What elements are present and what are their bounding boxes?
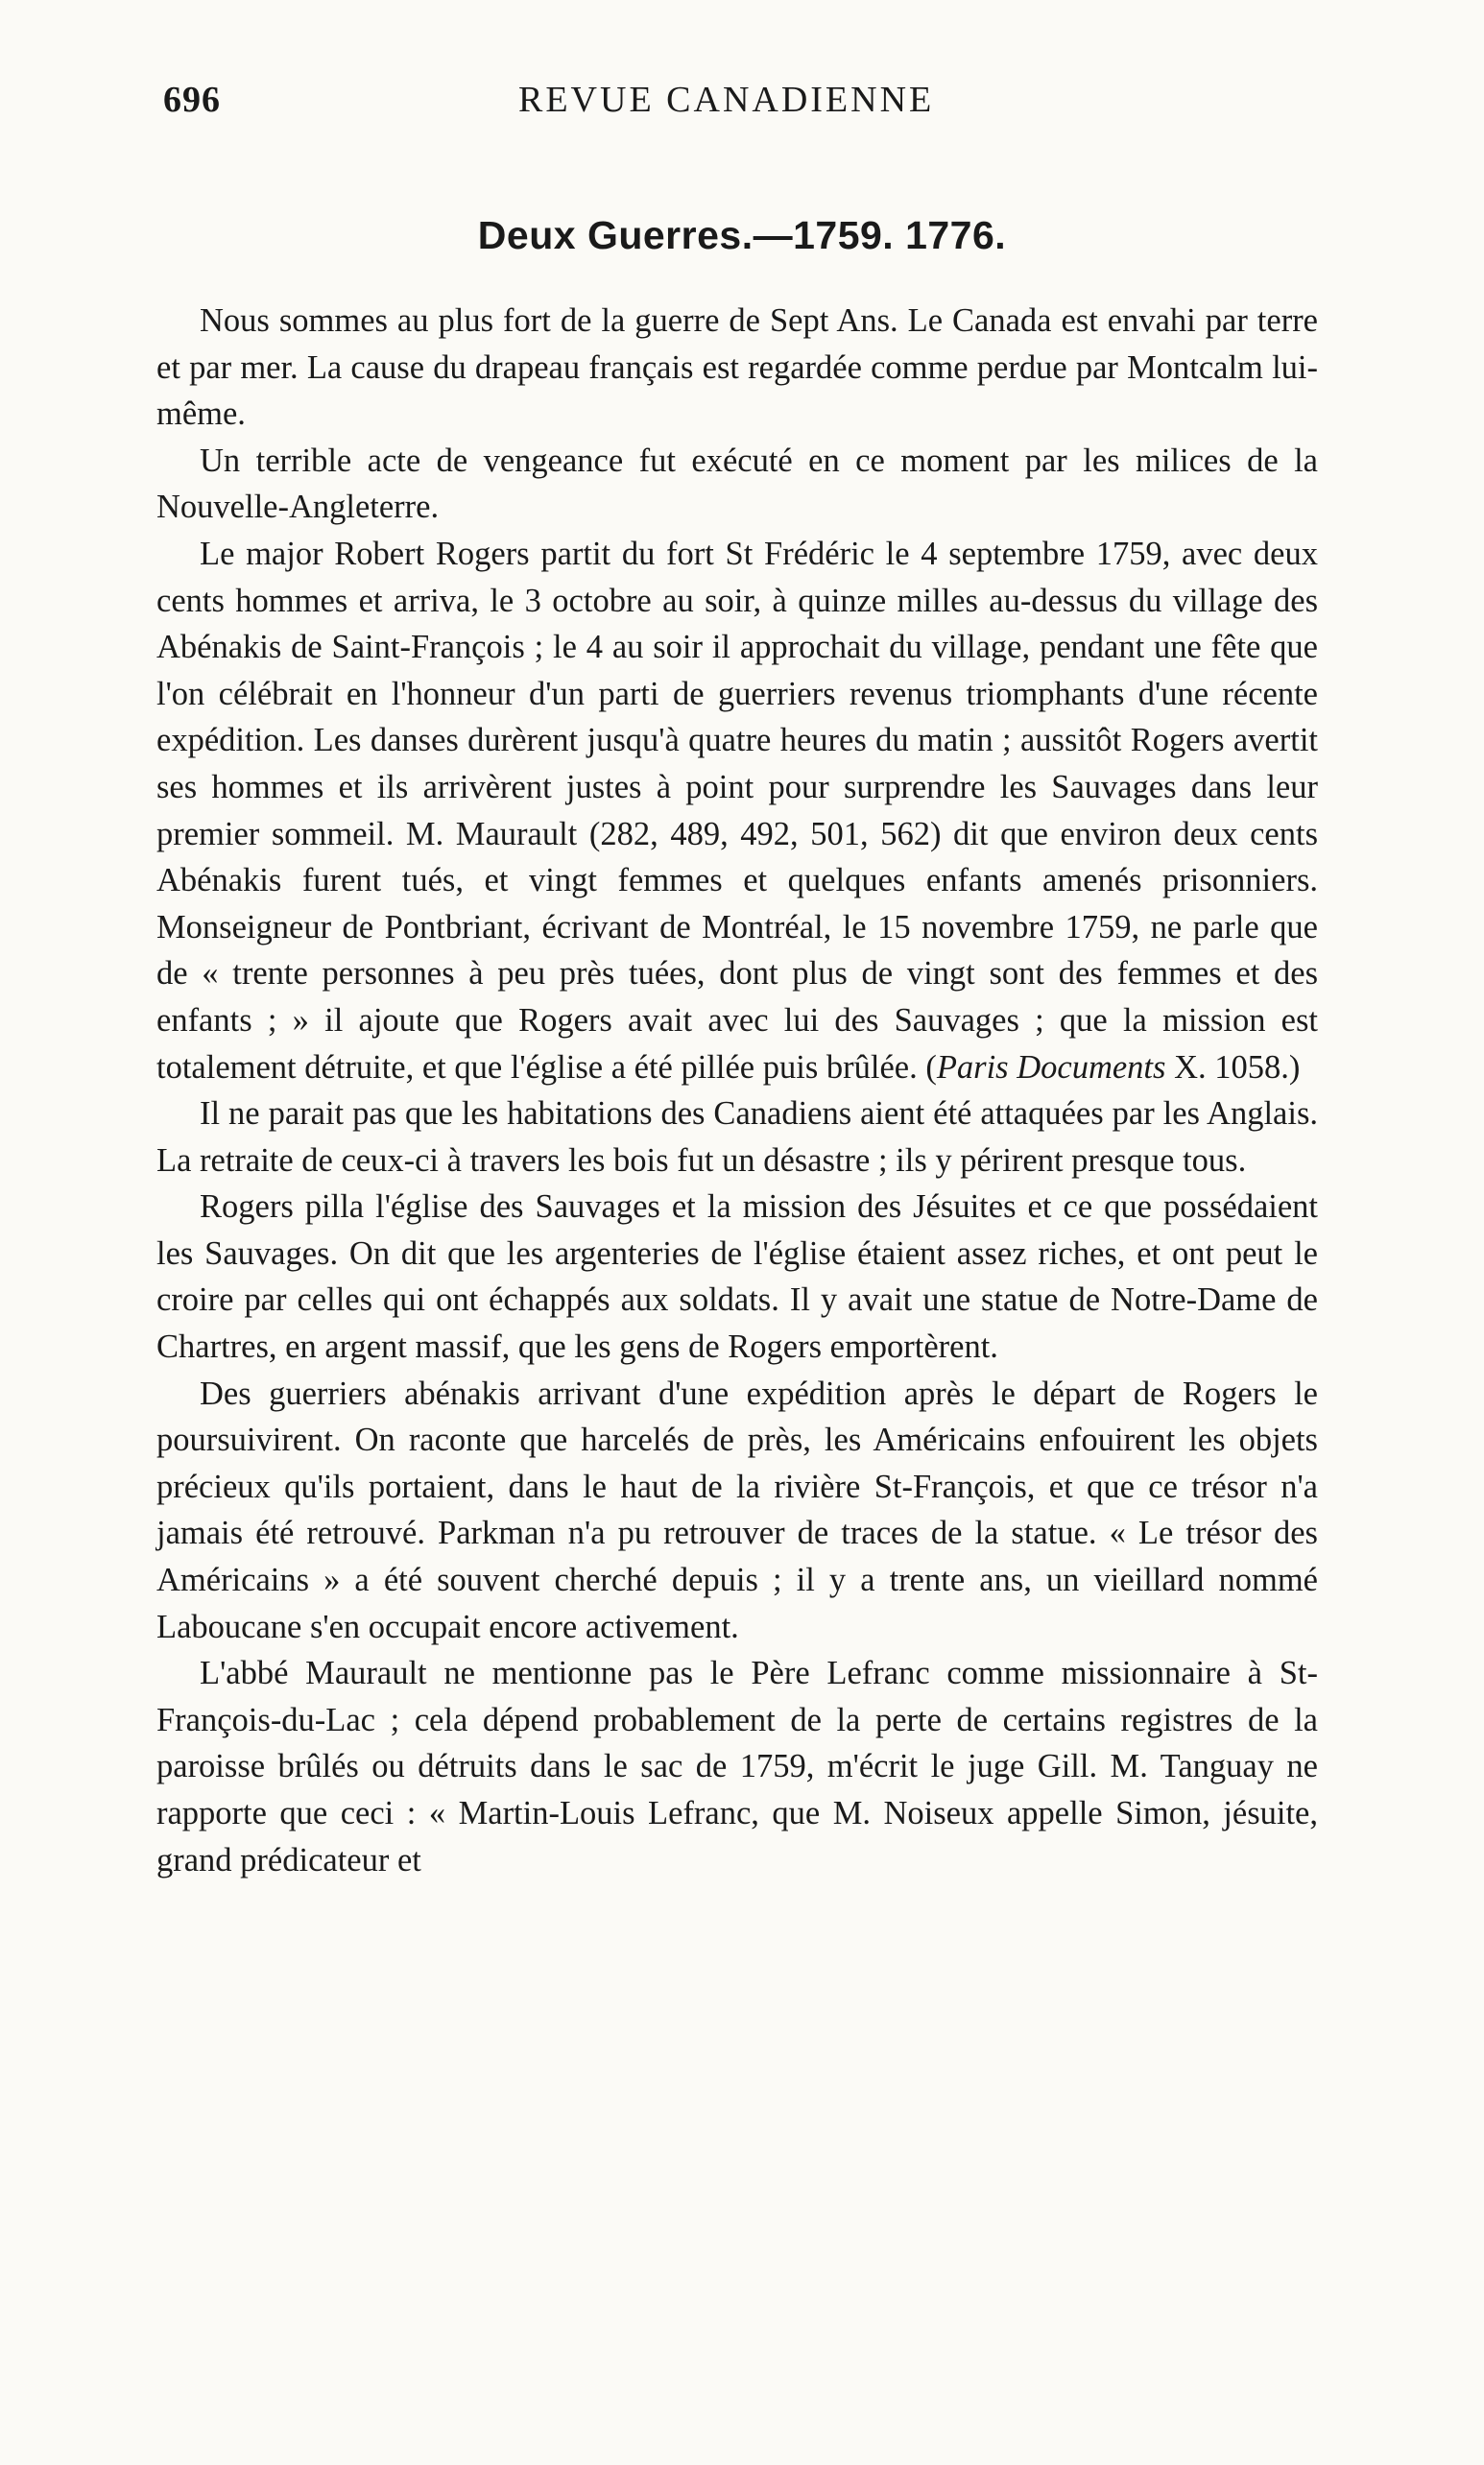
- article-title: Deux Guerres.—1759. 1776.: [477, 213, 1007, 257]
- citation-close: X. 1058.): [1165, 1048, 1301, 1086]
- paragraph-3-text: Le major Robert Rogers partit du fort St Frédéric le 4 septembre 1759, avec deux cents hommes et arriva, le 3 octobre au soir, à quinze milles au-dessus du village des Abénakis de Saint-François ; le 4 au soir il approchait du village, pendant une fête que l'on célébrait en l'honneur d'un parti de guerriers revenus triomphants d'une récente expédition. Les danses durèrent jusqu'à quatre heures du matin ; aussitôt Rogers avertit ses hommes et ils arrivèrent justes à point pour surprendre les Sauvages dans leur premier sommeil. M. Maurault (282, 489, 492, 501, 562) dit que environ deux cents Abénakis furent tués, et vingt femmes et quelques enfants amenés prisonniers. Monseigneur de Pontbriant, écrivant de Montréal, le 15 novembre 1759, ne parle que de « trente personnes à peu près tuées, dont plus de vingt sont des femmes et des enfants ; » il ajoute que Rogers avait avec lui des Sauvages ; que la mission est totalement détruite, et que l'église a été pillée puis brûlée.: [156, 535, 1318, 1086]
- paragraph-4: Il ne parait pas que les habitations des Canadiens aient été attaquées par les Anglais. La retraite de ceux-ci à travers les bois fut un désastre ; ils y périrent presque tous.: [156, 1095, 1318, 1179]
- paragraph-1: Nous sommes au plus fort de la guerre de Sept Ans. Le Canada est envahi par terre et par mer. La cause du drapeau français est regardée comme perdue par Montcalm lui-même.: [156, 302, 1318, 433]
- citation-open: (: [917, 1048, 937, 1086]
- running-head: [163, 79, 1344, 136]
- paragraph-5: Rogers pilla l'église des Sauvages et la mission des Jésuites et ce que possédaient les Sauvages. On dit que les argenteries de l'église étaient assez riches, et ont peut le croire par celles qui ont échappés aux soldats. Il y avait une statue de Notre-Dame de Chartres, en argent massif, que les gens de Rogers emportèrent.: [156, 1188, 1318, 1366]
- paragraph-2: Un terrible acte de vengeance fut exécuté en ce moment par les milices de la Nouvelle-Angleterre.: [156, 442, 1318, 526]
- paragraph-7: L'abbé Maurault ne mentionne pas le Père Lefranc comme missionnaire à St-François-du-Lac ; cela dépend probablement de la perte de certains registres de la paroisse brûlés ou détruits dans le sac de 1759, m'écrit le juge Gill. M. Tanguay ne rapporte que ceci : « Martin-Louis Lefranc, que M. Noiseux appelle Simon, jésuite, grand prédicateur et: [156, 1655, 1318, 1879]
- page-number: 696: [163, 80, 221, 120]
- journal-title: REVUE CANADIENNE: [518, 80, 935, 120]
- article-body: [156, 298, 1318, 1883]
- paragraph-3: [156, 531, 1318, 1090]
- citation-source: Paris Documents: [936, 1048, 1166, 1086]
- paragraph-6: Des guerriers abénakis arrivant d'une expédition après le départ de Rogers le poursuivirent. On raconte que harcelés de près, les Américains enfouirent les objets précieux qu'ils portaient, dans le haut de la rivière St-François, et que ce trésor n'a jamais été retrouvé. Parkman n'a pu retrouver de traces de la statue. « Le trésor des Américains » a été souvent cherché depuis ; il y a trente ans, un vieillard nommé Laboucane s'en occupait encore activement.: [156, 1375, 1318, 1645]
